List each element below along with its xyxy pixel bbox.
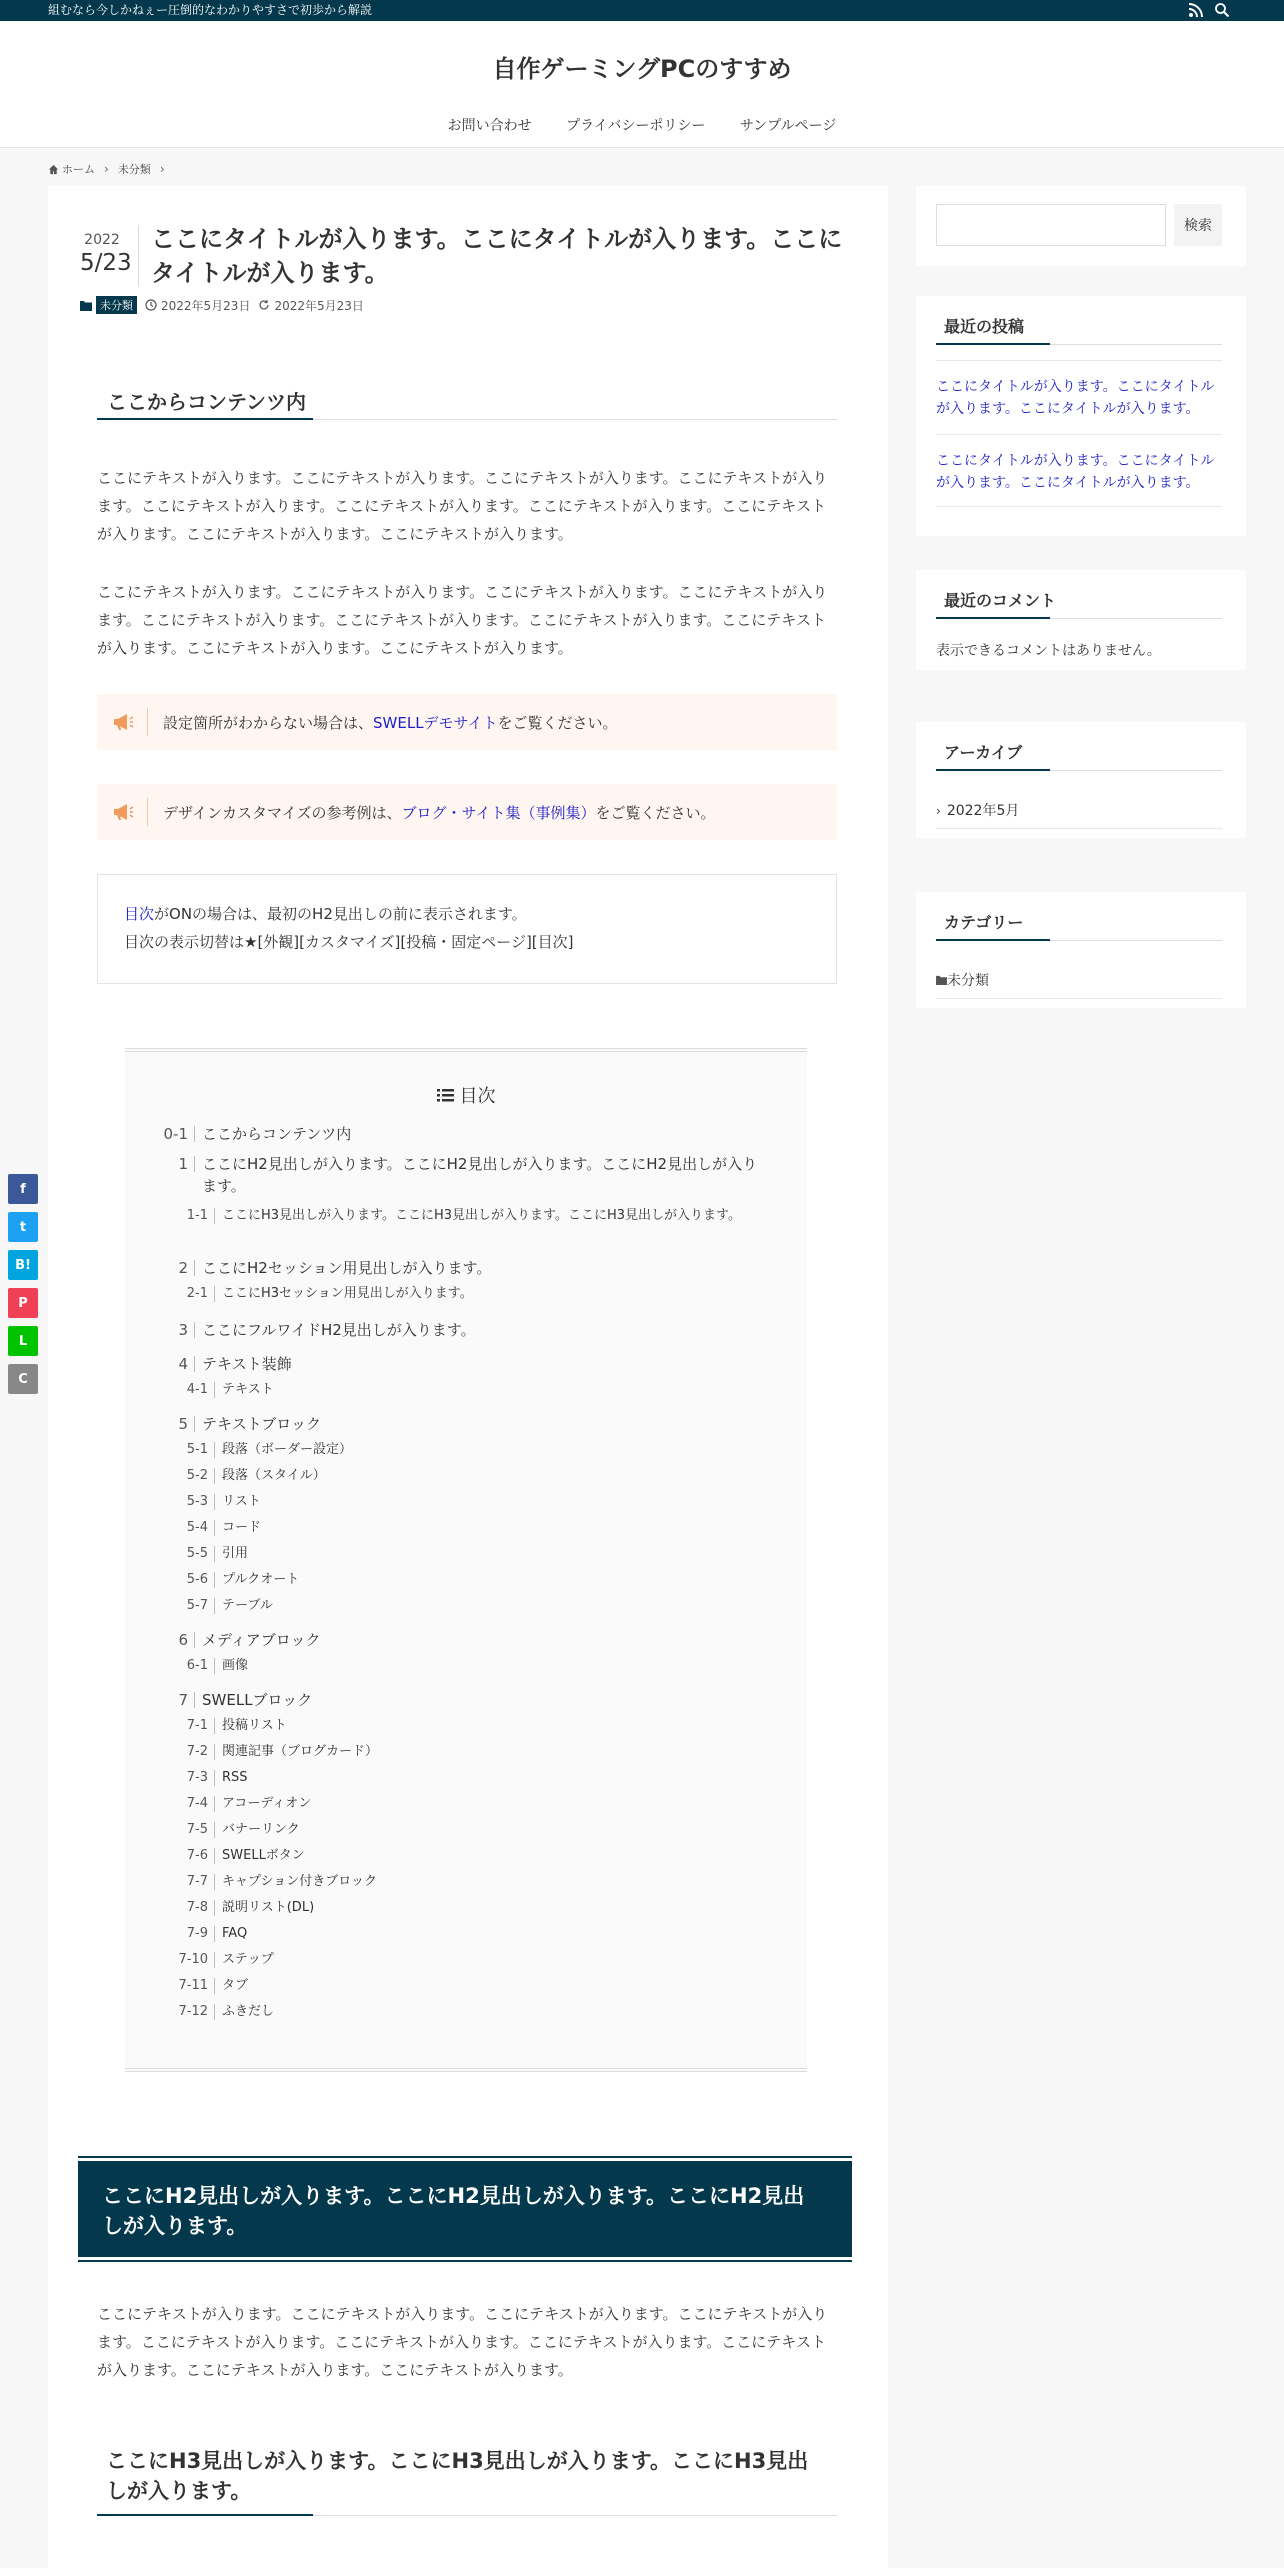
toc-number: 7-9: [149, 1926, 215, 1942]
toc-item[interactable]: [149, 1126, 759, 1145]
site-tagline: 組むなら今しかねぇー圧倒的なわかりやすさで初歩から解説: [48, 3, 373, 17]
toc-text: テキスト: [222, 1382, 274, 1397]
toc-number: 7: [149, 1692, 195, 1708]
toc-item[interactable]: [149, 1468, 759, 1487]
chevron-right-icon: ›: [104, 162, 109, 176]
toc-item[interactable]: [149, 1520, 759, 1539]
toc-text: ふきだし: [222, 2004, 275, 2019]
no-comments-text: 表示できるコメントはありません。: [936, 643, 1161, 659]
toc-number: 2: [149, 1260, 195, 1276]
post-meta: [80, 296, 364, 314]
toc-item[interactable]: [149, 1978, 759, 1997]
toc-number: 5-2: [149, 1468, 215, 1484]
toc-text: テキストブロック: [202, 1415, 321, 1433]
toc-text: プルクオート: [222, 1572, 300, 1587]
list-icon: [437, 1088, 454, 1103]
toc-text: ここにH3見出しが入ります。ここにH3見出しが入ります。ここにH3見出しが入ります。: [222, 1208, 742, 1223]
archive-widget: [916, 722, 1246, 838]
toc-title: 目次: [125, 1082, 807, 1108]
heading-underline-accent: [97, 2514, 313, 2516]
toc-text: 説明リスト(DL): [222, 1900, 315, 1915]
toc-text: 画像: [222, 1658, 249, 1673]
body-paragraph: ここにテキストが入ります。ここにテキストが入ります。ここにテキストが入ります。ここにテキストが入ります。ここにテキストが入ります。ここにテキストが入ります。ここにテキストが入ります。ここにテキストが入ります。ここにテキストが入ります。ここにテキストが入ります。: [97, 469, 828, 543]
toc-number: 7-10: [149, 1952, 215, 1968]
widget-title: カテゴリー: [944, 913, 1024, 932]
archive-item[interactable]: › 2022年5月: [936, 803, 1020, 819]
toc-item[interactable]: [149, 1926, 759, 1945]
toc-link[interactable]: 目次: [124, 905, 155, 923]
toc-number: 7-5: [149, 1822, 215, 1838]
recent-comments-widget: [916, 570, 1246, 670]
update-icon: [258, 299, 270, 311]
toc-item[interactable]: [149, 1260, 759, 1279]
toc-number: 7-6: [149, 1848, 215, 1864]
cap-text: デザインカスタマイズの参考例は、ブログ・サイト集（事例集）をご覧ください。: [163, 804, 716, 822]
body-paragraph: ここにテキストが入ります。ここにテキストが入ります。ここにテキストが入ります。ここにテキストが入ります。ここにテキストが入ります。ここにテキストが入ります。ここにテキストが入ります。ここにテキストが入ります。ここにテキストが入ります。ここにテキストが入ります。: [97, 2305, 828, 2379]
folder-icon: [80, 300, 92, 311]
sidebar-search-input[interactable]: [936, 204, 1166, 246]
toc-text: ここにH2セッション用見出しが入ります。: [202, 1259, 492, 1277]
toc-number: 5-3: [149, 1494, 215, 1510]
toc-text: テキスト装飾: [202, 1355, 292, 1373]
category-badge[interactable]: 未分類: [96, 296, 137, 314]
recent-post-link[interactable]: ここにタイトルが入ります。ここにタイトルが入ります。ここにタイトルが入ります。: [936, 453, 1215, 491]
toc-text: SWELLボタン: [222, 1848, 305, 1863]
toc-item[interactable]: [149, 1546, 759, 1565]
clock-icon: [145, 299, 157, 311]
toc-item[interactable]: [149, 1494, 759, 1513]
post-title: ここにタイトルが入ります。ここにタイトルが入ります。ここにタイトルが入ります。: [151, 225, 843, 287]
info-cap-box: [97, 694, 837, 750]
breadcrumb: [48, 161, 174, 177]
toc-text: タブ: [222, 1978, 249, 1993]
table-of-contents: [125, 1048, 807, 2072]
heading-underline-accent: [97, 418, 313, 420]
post-month-day: 5/23: [80, 250, 132, 276]
toc-number: 5-1: [149, 1442, 215, 1458]
cap-text: 設定箇所がわからない場合は、SWELLデモサイトをご覧ください。: [163, 714, 618, 732]
nav-privacy-policy[interactable]: プライバシーポリシー: [566, 118, 706, 134]
toc-text: メディアブロック: [202, 1631, 321, 1649]
toc-item[interactable]: [149, 1822, 759, 1841]
toc-item[interactable]: [149, 1286, 759, 1305]
toc-text: ステップ: [222, 1952, 274, 1967]
toc-item[interactable]: [149, 1848, 759, 1867]
toc-number: 4-1: [149, 1382, 215, 1398]
facebook-share-icon[interactable]: f: [8, 1174, 38, 1204]
toc-number: 7-12: [149, 2004, 215, 2020]
toc-item[interactable]: [149, 1416, 759, 1435]
search-button[interactable]: 検索: [1174, 204, 1222, 246]
toc-text: ここにH2見出しが入ります。ここにH2見出しが入ります。ここにH2見出しが入ります。: [202, 1155, 758, 1195]
megaphone-icon: [111, 710, 135, 734]
toc-number: 7-11: [149, 1978, 215, 1994]
toc-number: 7-8: [149, 1900, 215, 1916]
toc-number: 1: [149, 1156, 195, 1172]
toc-number: 7-1: [149, 1718, 215, 1734]
toc-number: 5-4: [149, 1520, 215, 1536]
post-year: 2022: [84, 232, 120, 248]
global-nav: [0, 115, 1284, 135]
copy-share-icon[interactable]: C: [8, 1364, 38, 1394]
home-icon: [48, 164, 59, 175]
toc-item[interactable]: [149, 1322, 759, 1341]
toc-number: 3: [149, 1322, 195, 1338]
twitter-share-icon[interactable]: t: [8, 1212, 38, 1242]
toc-item[interactable]: [149, 1572, 759, 1591]
toc-text: コード: [222, 1520, 262, 1535]
site-header: [0, 21, 1284, 148]
toc-item[interactable]: [149, 1208, 759, 1227]
toc-number: 5-5: [149, 1546, 215, 1562]
h3-heading: ここにH3見出しが入ります。ここにH3見出しが入ります。ここにH3見出しが入ります。: [106, 2449, 809, 2503]
breadcrumb-category[interactable]: 未分類: [117, 163, 151, 176]
h2-heading: ここにH2見出しが入ります。ここにH2見出しが入ります。ここにH2見出しが入ります。: [102, 2184, 805, 2238]
toc-item[interactable]: [149, 1692, 759, 1711]
toc-text: テーブル: [222, 1598, 273, 1613]
toc-text: アコーディオン: [222, 1796, 312, 1811]
toc-item[interactable]: [149, 1874, 759, 1893]
toc-item[interactable]: [149, 1442, 759, 1461]
toc-number: 7-7: [149, 1874, 215, 1890]
rss-icon[interactable]: [1188, 2, 1204, 18]
search-icon[interactable]: [1214, 2, 1230, 18]
toc-number: 5: [149, 1416, 195, 1432]
toc-item[interactable]: [149, 1356, 759, 1375]
folder-icon: [936, 975, 947, 985]
nav-contact[interactable]: お問い合わせ: [447, 118, 532, 134]
recent-posts-widget: [916, 296, 1246, 536]
toc-number: 7-3: [149, 1770, 215, 1786]
toc-text: ここにフルワイドH2見出しが入ります。: [202, 1321, 476, 1339]
toc-text: 関連記事（ブログカード）: [222, 1744, 379, 1759]
chevron-right-icon: ›: [936, 804, 941, 818]
nav-sample-page[interactable]: サンプルページ: [739, 118, 837, 134]
toc-number: 7-4: [149, 1796, 215, 1812]
toc-number: 1-1: [149, 1208, 215, 1224]
toc-text: SWELLブロック: [202, 1691, 313, 1709]
date-divider: [138, 225, 139, 287]
toc-item[interactable]: [149, 1156, 759, 1197]
toc-item[interactable]: [149, 1718, 759, 1737]
toc-text: 投稿リスト: [222, 1718, 287, 1733]
toc-item[interactable]: [149, 1900, 759, 1919]
toc-item[interactable]: [149, 1744, 759, 1763]
widget-title: 最近の投稿: [944, 317, 1025, 336]
toc-number: 0-1: [149, 1126, 195, 1142]
toc-note-box: 目次がONの場合は、最初のH2見出しの前に表示されます。 目次の表示切替は★[外観][カスタマイズ][投稿・固定ページ][目次]: [97, 874, 837, 984]
toc-item[interactable]: [149, 1632, 759, 1651]
toc-item[interactable]: [149, 1952, 759, 1971]
pocket-share-icon[interactable]: P: [8, 1288, 38, 1318]
category-widget: [916, 892, 1246, 1008]
toc-text: 引用: [222, 1546, 249, 1561]
toc-number: 2-1: [149, 1286, 215, 1302]
category-item[interactable]: 未分類: [936, 970, 989, 990]
toc-text: ここからコンテンツ内: [202, 1125, 352, 1143]
toc-number: 6-1: [149, 1658, 215, 1674]
toc-text: RSS: [222, 1770, 248, 1785]
toc-item[interactable]: [149, 1382, 759, 1401]
body-paragraph: ここにテキストが入ります。ここにテキストが入ります。ここにテキストが入ります。ここにテキストが入ります。ここにテキストが入ります。ここにテキストが入ります。ここにテキストが入ります。ここにテキストが入ります。ここにテキストが入ります。ここにテキストが入ります。: [97, 583, 828, 657]
modified-date: 2022年5月23日: [274, 298, 364, 313]
recent-post-link[interactable]: ここにタイトルが入ります。ここにタイトルが入ります。ここにタイトルが入ります。: [936, 379, 1215, 417]
top-bar: [0, 0, 1284, 21]
toc-item[interactable]: [149, 1658, 759, 1677]
toc-text: バナーリンク: [222, 1822, 300, 1837]
published-date: 2022年5月23日: [161, 298, 251, 313]
toc-text: ここにH3セッション用見出しが入ります。: [222, 1286, 473, 1301]
line-share-icon[interactable]: L: [8, 1326, 38, 1356]
toc-number: 5-6: [149, 1572, 215, 1588]
site-examples-link[interactable]: ブログ・サイト集（事例集）: [401, 804, 596, 822]
toc-item[interactable]: [149, 1770, 759, 1789]
info-cap-box: [97, 784, 837, 840]
toc-text: キャプション付きブロック: [222, 1874, 377, 1889]
hatena-share-icon[interactable]: B!: [8, 1250, 38, 1280]
toc-number: 5-7: [149, 1598, 215, 1614]
toc-text: FAQ: [222, 1926, 248, 1941]
widget-title: 最近のコメント: [944, 591, 1057, 610]
toc-number: 7-2: [149, 1744, 215, 1760]
toc-item[interactable]: [149, 2004, 759, 2023]
toc-text: リスト: [222, 1494, 261, 1509]
site-title[interactable]: 自作ゲーミングPCのすすめ: [492, 55, 792, 83]
toc-number: 4: [149, 1356, 195, 1372]
megaphone-icon: [111, 800, 135, 824]
post-date-box: [80, 232, 132, 276]
widget-title: アーカイブ: [944, 743, 1023, 762]
h2-banner-frame: [78, 2156, 852, 2262]
breadcrumb-home[interactable]: ホーム: [62, 163, 95, 176]
toc-item[interactable]: [149, 1598, 759, 1617]
swell-demo-link[interactable]: SWELLデモサイト: [373, 714, 498, 732]
content-heading: ここからコンテンツ内: [107, 390, 306, 414]
toc-text: 段落（スタイル）: [222, 1468, 326, 1483]
h2-banner: [78, 2161, 852, 2257]
toc-item[interactable]: [149, 1796, 759, 1815]
toc-text: 段落（ボーダー設定）: [222, 1442, 353, 1457]
toc-number: 6: [149, 1632, 195, 1648]
chevron-right-icon: ›: [159, 162, 165, 176]
